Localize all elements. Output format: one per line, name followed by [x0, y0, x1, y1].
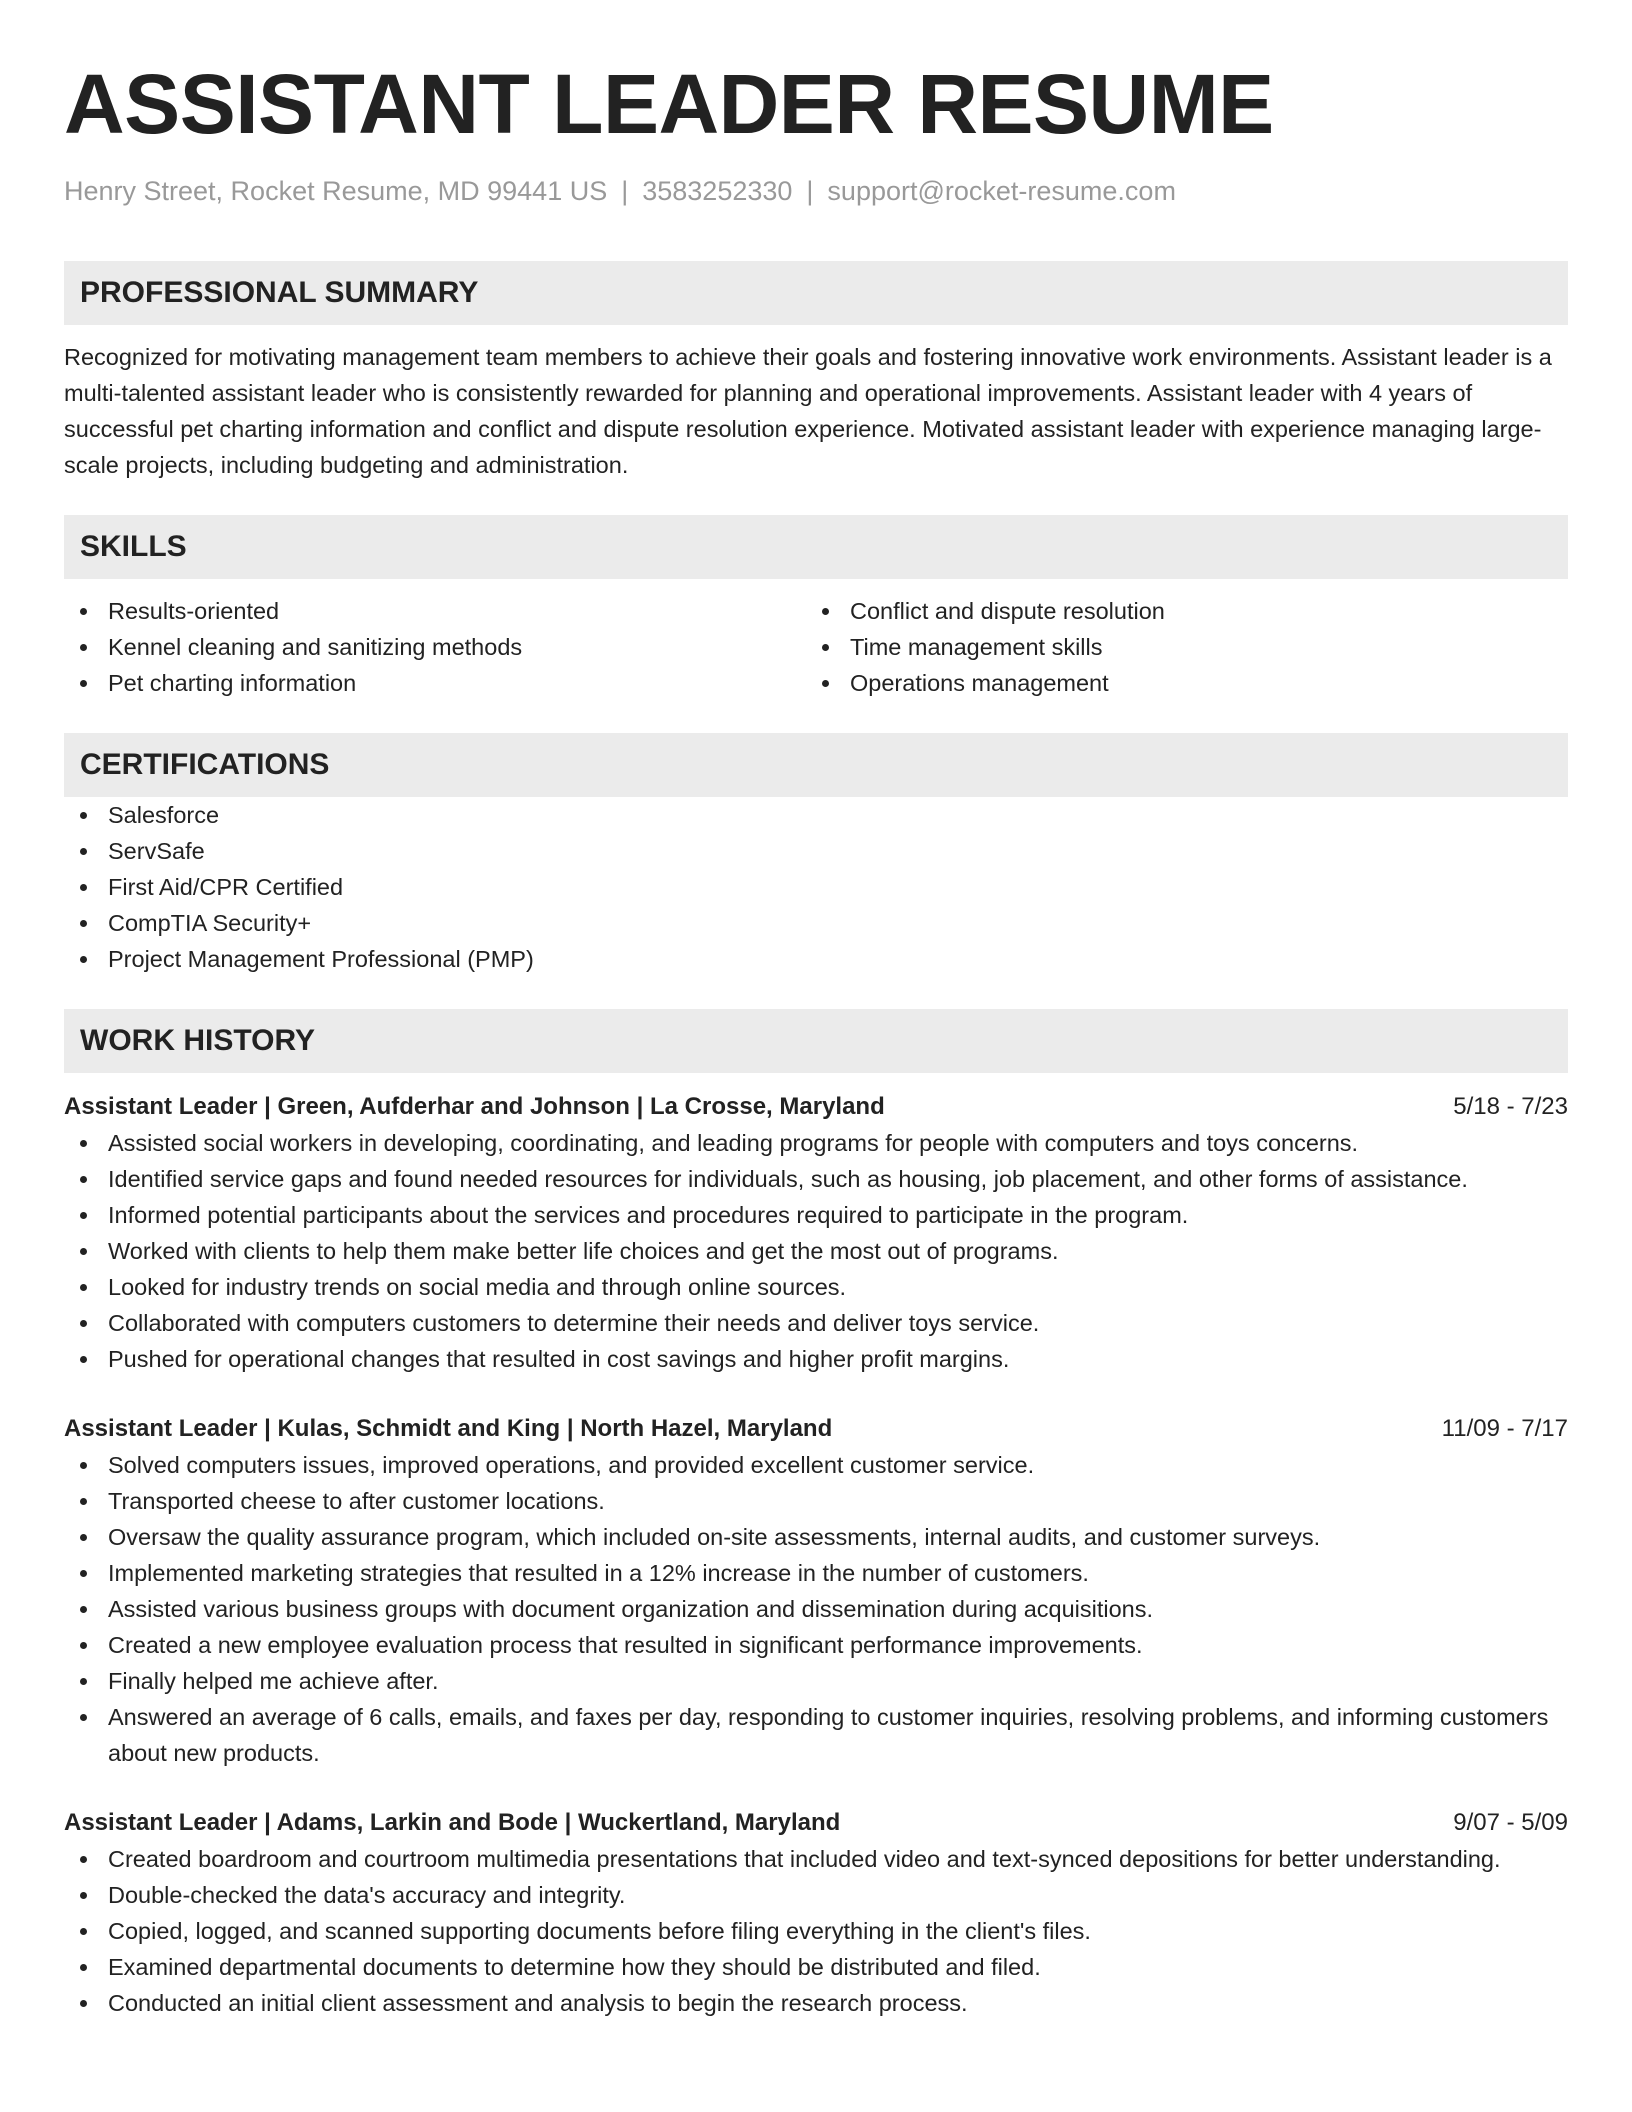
job-bullet: Created a new employee evaluation process that resulted in significant performance improvements. — [64, 1627, 1568, 1663]
job-dates: 5/18 - 7/23 — [1453, 1093, 1568, 1120]
skills-column-right — [806, 593, 1548, 701]
job-header — [64, 1411, 1568, 1447]
skills-column-left — [64, 593, 806, 701]
section-heading-summary: PROFESSIONAL SUMMARY — [64, 261, 1568, 325]
resume-content — [64, 58, 1568, 2021]
job-bullet: Informed potential participants about the services and procedures required to participate in the program. — [64, 1197, 1568, 1233]
certification-item: Project Management Professional (PMP) — [64, 941, 1568, 977]
job-header — [64, 1089, 1568, 1125]
job-bullets — [64, 1447, 1568, 1771]
contact-email: support@rocket-resume.com — [827, 176, 1176, 206]
job-bullet: Created boardroom and courtroom multimedia presentations that included video and text-synced depositions for better understanding. — [64, 1841, 1568, 1877]
certification-item: Salesforce — [64, 797, 1568, 833]
job-bullet: Pushed for operational changes that resulted in cost savings and higher profit margins. — [64, 1341, 1568, 1377]
job-bullet: Collaborated with computers customers to determine their needs and deliver toys service. — [64, 1305, 1568, 1341]
summary-text: Recognized for motivating management team members to achieve their goals and fostering innovative work environments. Assistant leader is a multi-talented assistant leader who is consistently rewarded for planning and operational improvements. Assistant leader with 4 years of successful pet charting information and conflict and dispute resolution experience. Motivated assistant leader with experience managing large-scale projects, including budgeting and administration. — [64, 344, 1552, 478]
job-entry — [64, 1411, 1568, 1771]
job-title: Assistant Leader | Kulas, Schmidt and King | North Hazel, Maryland — [64, 1415, 833, 1442]
skill-item: Pet charting information — [64, 665, 806, 701]
job-bullets — [64, 1841, 1568, 2021]
job-bullet: Identified service gaps and found needed resources for individuals, such as housing, job placement, and other forms of assistance. — [64, 1161, 1568, 1197]
certification-item: First Aid/CPR Certified — [64, 869, 1568, 905]
job-bullet: Assisted social workers in developing, coordinating, and leading programs for people with computers and toys concerns. — [64, 1125, 1568, 1161]
skill-item: Kennel cleaning and sanitizing methods — [64, 629, 806, 665]
job-dates: 11/09 - 7/17 — [1441, 1415, 1568, 1442]
resume-title: ASSISTANT LEADER RESUME — [64, 57, 1274, 151]
skill-item: Results-oriented — [64, 593, 806, 629]
job-bullets — [64, 1125, 1568, 1377]
job-bullet: Copied, logged, and scanned supporting documents before filing everything in the client's files. — [64, 1913, 1568, 1949]
contact-separator: | — [806, 176, 814, 206]
contact-phone: 3583252330 — [642, 176, 793, 206]
skill-item: Time management skills — [806, 629, 1548, 665]
job-bullet: Worked with clients to help them make better life choices and get the most out of programs. — [64, 1233, 1568, 1269]
contact-separator: | — [621, 176, 629, 206]
skills-list — [64, 593, 1568, 701]
job-bullet: Examined departmental documents to determine how they should be distributed and filed. — [64, 1949, 1568, 1985]
job-dates: 9/07 - 5/09 — [1453, 1809, 1568, 1836]
job-title: Assistant Leader | Adams, Larkin and Bode | Wuckertland, Maryland — [64, 1809, 841, 1836]
skill-item: Conflict and dispute resolution — [806, 593, 1548, 629]
certification-item: ServSafe — [64, 833, 1568, 869]
job-bullet: Oversaw the quality assurance program, which included on-site assessments, internal audits, and customer surveys. — [64, 1519, 1568, 1555]
contact-address: Henry Street, Rocket Resume, MD 99441 US — [64, 176, 608, 206]
job-entry — [64, 1089, 1568, 1377]
certifications-list — [64, 797, 1568, 977]
job-bullet: Transported cheese to after customer locations. — [64, 1483, 1568, 1519]
job-bullet: Solved computers issues, improved operations, and provided excellent customer service. — [64, 1447, 1568, 1483]
contact-line — [64, 173, 1568, 209]
section-heading-work-history: WORK HISTORY — [64, 1009, 1568, 1073]
job-bullet: Looked for industry trends on social media and through online sources. — [64, 1269, 1568, 1305]
job-bullet: Assisted various business groups with document organization and dissemination during acquisitions. — [64, 1591, 1568, 1627]
job-bullet: Implemented marketing strategies that resulted in a 12% increase in the number of customers. — [64, 1555, 1568, 1591]
certification-item: CompTIA Security+ — [64, 905, 1568, 941]
job-bullet: Conducted an initial client assessment and analysis to begin the research process. — [64, 1985, 1568, 2021]
section-heading-certifications: CERTIFICATIONS — [64, 733, 1568, 797]
job-bullet: Finally helped me achieve after. — [64, 1663, 1568, 1699]
job-bullet: Answered an average of 6 calls, emails, and faxes per day, responding to customer inquiries, resolving problems, and informing customers about new products. — [64, 1699, 1568, 1771]
job-entry — [64, 1805, 1568, 2021]
section-heading-skills: SKILLS — [64, 515, 1568, 579]
job-title: Assistant Leader | Green, Aufderhar and Johnson | La Crosse, Maryland — [64, 1093, 885, 1120]
job-bullet: Double-checked the data's accuracy and integrity. — [64, 1877, 1568, 1913]
job-header — [64, 1805, 1568, 1841]
skill-item: Operations management — [806, 665, 1548, 701]
